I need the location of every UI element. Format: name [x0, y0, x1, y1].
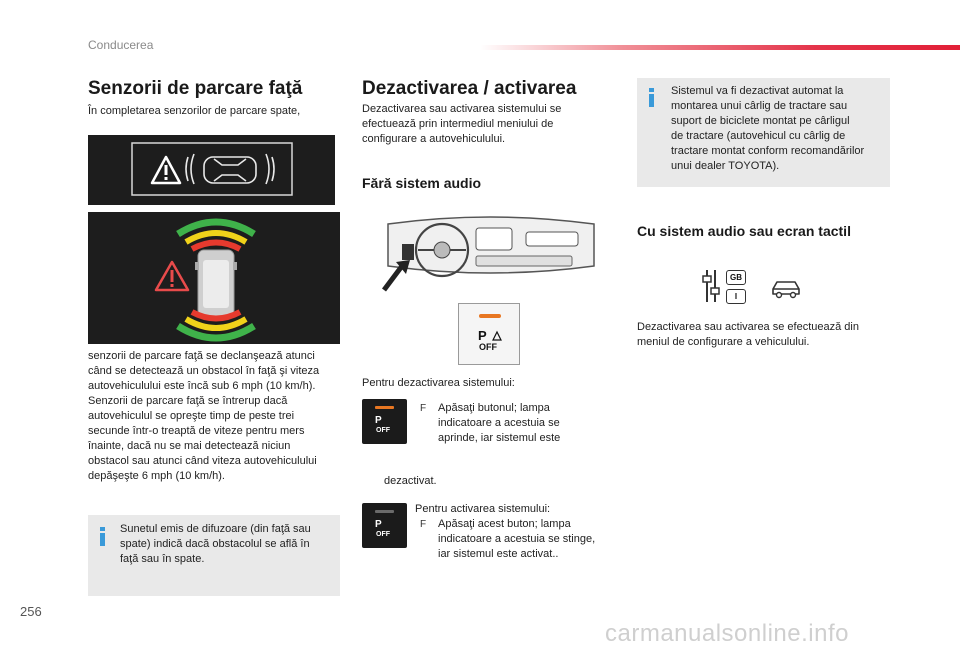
info-line: unui dealer TOYOTA).	[671, 160, 780, 172]
body-line: Dezactivarea sau activarea se efectuează din	[637, 321, 859, 333]
activate-title: Pentru activarea sistemului:	[415, 503, 551, 515]
parking-display-illustration	[88, 135, 335, 205]
dashboard-drawing	[380, 210, 600, 294]
info-box-tow-hook	[637, 78, 890, 187]
led-indicator-icon	[479, 314, 501, 318]
body-line: înainte, dacă nu se mai detectează niciun	[88, 440, 291, 452]
info-text-tow-hook	[671, 84, 889, 174]
front-sensor-arcs-icon	[178, 222, 254, 249]
body-line: autovehiculul se opreşte timp de peste trei	[88, 410, 295, 422]
led-indicator-icon	[375, 406, 394, 409]
button-label-p: P	[375, 519, 382, 530]
sensor-zones-illustration	[88, 212, 340, 344]
info-text-sound	[120, 522, 335, 567]
step-line: aprinde, iar sistemul este	[438, 432, 561, 444]
button-label-off: OFF	[376, 531, 390, 538]
subtitle-with-audio: Cu sistem audio sau ecran tactil	[637, 223, 851, 239]
bullet-icon: F	[420, 403, 427, 414]
button-label-p: P	[478, 328, 487, 343]
info-line: tractare montat conform recomandărilor	[671, 145, 865, 157]
park-assist-off-button-large[interactable]	[458, 303, 520, 365]
title-front-sensors: Senzorii de parcare faţă	[88, 78, 303, 99]
step-line: Apăsaţi acest buton; lampa	[438, 518, 571, 530]
led-indicator-icon	[375, 510, 394, 513]
info-line: de tractare (autovehicul cu cârlig de	[671, 130, 846, 142]
car-top-view-icon	[186, 154, 274, 184]
intro-line: Dezactivarea sau activarea sistemului se	[362, 103, 562, 115]
subtitle-no-audio: Fără sistem audio	[362, 175, 482, 191]
page-number: 256	[20, 604, 42, 619]
settings-sliders-icon[interactable]	[702, 268, 748, 304]
info-icon	[649, 88, 655, 107]
intro-line: efectuează prin intermediul meniului de	[362, 118, 554, 130]
body-line: secunde într-o treaptă de viteze pentru mers	[88, 425, 305, 437]
info-line: spate) indică dacă obstacolul se află în	[120, 538, 310, 550]
section-header: Conducerea	[88, 38, 154, 52]
park-assist-off-button-on[interactable]	[362, 399, 407, 444]
step-line: iar sistemul este activat..	[438, 548, 559, 560]
body-line: meniul de configurare a vehiculului.	[637, 336, 810, 348]
sound-wave-icon	[491, 330, 503, 342]
body-with-audio	[637, 320, 897, 350]
warning-triangle-icon	[152, 157, 180, 183]
info-line: suport de biciclete montat pe cârligul	[671, 115, 850, 127]
vehicle-car-icon[interactable]	[770, 278, 802, 300]
display-panel-warning	[88, 135, 335, 205]
intro-line: configurare a autovehiculului.	[362, 133, 506, 145]
bullet-icon: F	[420, 519, 427, 530]
step-line: indicatoare a acestuia se	[438, 417, 560, 429]
info-i-icon: I	[726, 289, 746, 304]
intro-front-sensors: În completarea senzorilor de parcare spate,	[88, 105, 301, 117]
display-panel-sensor-zones	[88, 212, 340, 344]
step-line: indicatoare a acestuia se stinge,	[438, 533, 596, 545]
body-line: când se detectează un obstacol în faţă şi viteza	[88, 365, 320, 377]
body-front-sensors	[88, 349, 348, 484]
body-line: depăşeşte 6 mph (10 km/h).	[88, 470, 225, 482]
intro-deactivation	[362, 102, 602, 147]
info-box-sound	[88, 515, 340, 596]
car-rear-view-icon	[195, 250, 237, 316]
language-gb-icon: GB	[726, 270, 746, 285]
deactivate-title: Pentru dezactivarea sistemului:	[362, 377, 515, 389]
info-line: montarea unui cârlig de tractare sau	[671, 100, 848, 112]
dashboard-illustration	[380, 210, 600, 294]
activate-step	[438, 517, 608, 562]
button-label-p: P	[375, 415, 382, 426]
body-line: autovehiculului este încă sub 6 mph (10 km/h).	[88, 380, 316, 392]
step-line: Apăsaţi butonul; lampa	[438, 402, 550, 414]
deactivate-step	[438, 401, 598, 446]
header-accent-line	[480, 45, 960, 50]
info-line: Sunetul emis de difuzoare (din faţă sau	[120, 523, 311, 535]
deactivate-end: dezactivat.	[384, 475, 437, 487]
rear-sensor-arcs-icon	[178, 312, 254, 338]
info-line: Sistemul va fi dezactivat automat la	[671, 85, 844, 97]
button-label-off: OFF	[376, 427, 390, 434]
info-icon	[100, 527, 106, 546]
body-line: obstacol sau atunci când viteza autovehiculului	[88, 455, 317, 467]
body-line: senzorii de parcare faţă se declanşează atunci	[88, 350, 315, 362]
button-label-off: OFF	[479, 342, 497, 352]
title-deactivation: Dezactivarea / activarea	[362, 78, 577, 99]
park-assist-off-button-off[interactable]	[362, 503, 407, 548]
watermark: carmanualsonline.info	[605, 620, 849, 647]
warning-triangle-red-icon	[156, 262, 188, 290]
info-line: faţă sau în spate.	[120, 553, 205, 565]
body-line: Senzorii de parcare faţă se întrerup dacă	[88, 395, 288, 407]
sliders-icon	[702, 268, 726, 304]
